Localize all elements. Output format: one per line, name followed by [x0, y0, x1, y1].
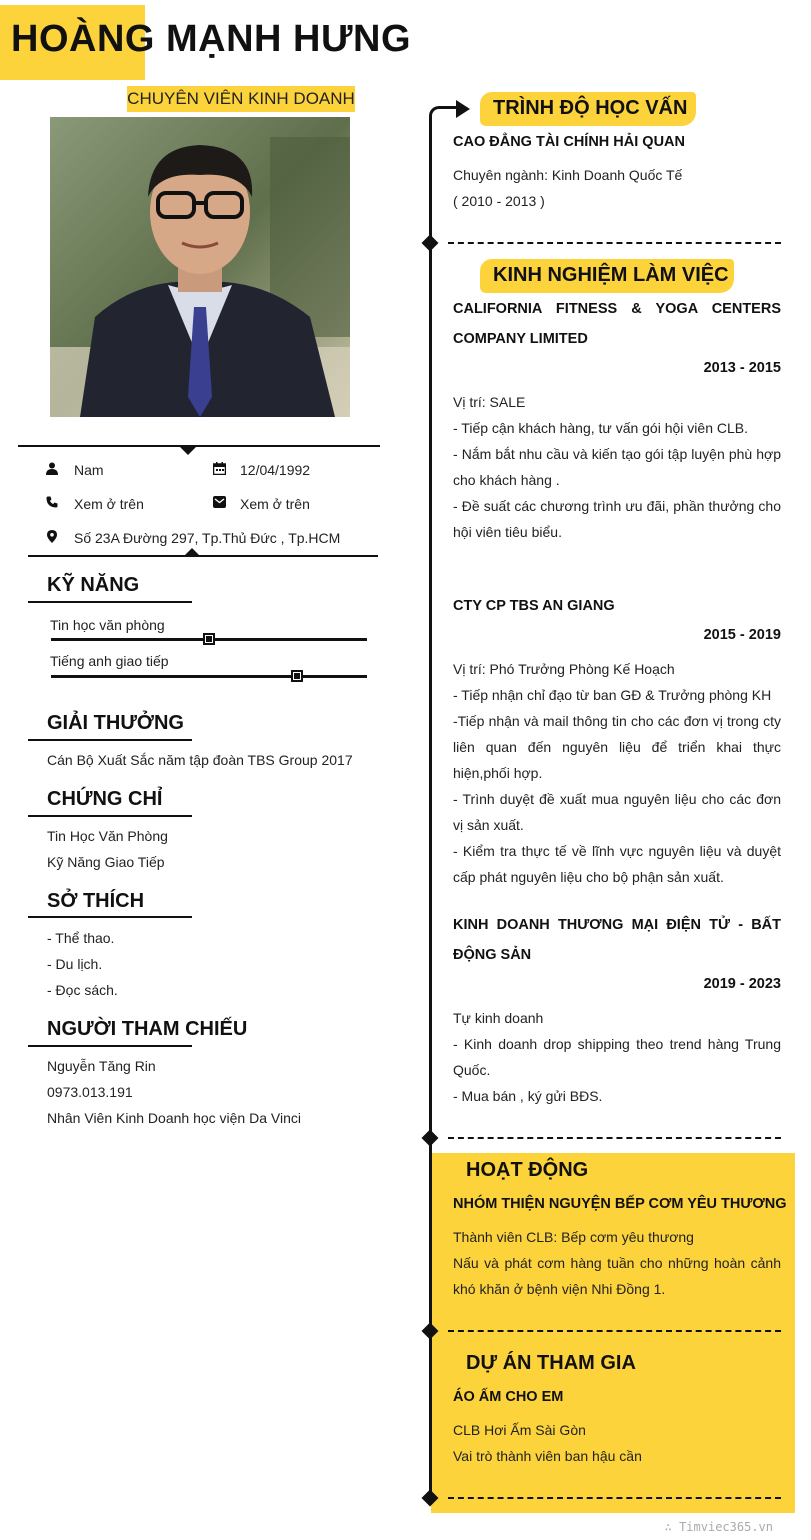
location-icon — [45, 529, 59, 543]
reference-name: Nguyễn Tăng Rin — [47, 1058, 156, 1074]
job-company: KINH DOANH THƯƠNG MẠI ĐIỆN TỬ - BẤT ĐỘNG SẢN — [453, 917, 781, 963]
address-value: Số 23A Đường 297, Tp.Thủ Đức , Tp.HCM — [74, 530, 341, 546]
education-heading: TRÌNH ĐỘ HỌC VẤN — [493, 97, 688, 119]
phone-value: Xem ở trên — [74, 496, 144, 512]
hobbies-heading: SỞ THÍCH — [47, 890, 145, 912]
section-divider — [448, 1330, 781, 1332]
job-line: Tự kinh doanh — [453, 1010, 544, 1026]
section-divider — [448, 1137, 781, 1139]
project-line: Vai trò thành viên ban hậu cần — [453, 1448, 642, 1464]
skill-label: Tiếng anh giao tiếp — [50, 653, 169, 669]
job-period: 2015 - 2019 — [703, 627, 781, 643]
skills-heading-rule — [28, 601, 192, 603]
experience-heading: KINH NGHIỆM LÀM VIỆC — [493, 264, 729, 286]
skill-level-marker — [203, 633, 215, 645]
skill-label: Tin học văn phòng — [50, 617, 165, 633]
section-divider — [448, 1497, 781, 1499]
job-line: Vị trí: SALE — [453, 394, 526, 410]
certificate-item: Kỹ Năng Giao Tiếp — [47, 854, 165, 870]
certificate-item: Tin Học Văn Phòng — [47, 828, 168, 844]
job-line: - Kinh doanh drop shipping theo trend hàng Trung Quốc. — [453, 1036, 781, 1078]
job-line: -Tiếp nhận và mail thông tin cho các đơn vị trong cty liên quan đến nguyên liệu để triển khai thực hiện,phối hợp. — [453, 713, 781, 781]
activity-line: Thành viên CLB: Bếp cơm yêu thương — [453, 1229, 694, 1245]
email-value: Xem ở trên — [240, 496, 310, 512]
projects-heading: DỰ ÁN THAM GIA — [466, 1352, 636, 1374]
certificates-heading-rule — [28, 815, 192, 817]
activities-heading: HOẠT ĐỘNG — [466, 1159, 589, 1181]
calendar-icon — [212, 461, 226, 475]
info-top-rule — [18, 445, 380, 447]
project-line: CLB Hơi Ấm Sài Gòn — [453, 1422, 586, 1438]
job-company: CTY CP TBS AN GIANG — [453, 598, 615, 614]
job-line: - Tiếp cận khách hàng, tư vấn gói hội viên CLB. — [453, 420, 748, 436]
hobby-item: - Đọc sách. — [47, 982, 118, 998]
job-line: - Trình duyệt đề xuất mua nguyên liệu cho các đơn vị sản xuất. — [453, 791, 781, 833]
user-icon — [45, 461, 59, 475]
timeline-diamond — [422, 1130, 439, 1147]
job-company: CALIFORNIA FITNESS & YOGA CENTERS COMPANY LIMITED — [453, 301, 781, 347]
references-heading: NGƯỜI THAM CHIẾU — [47, 1018, 248, 1040]
timeline-curve — [429, 106, 457, 122]
birthday-value: 12/04/1992 — [240, 462, 311, 478]
phone-icon — [45, 495, 59, 509]
job-line: Vị trí: Phó Trưởng Phòng Kế Hoạch — [453, 661, 675, 677]
info-bottom-rule — [28, 555, 378, 557]
gender-value: Nam — [74, 462, 104, 478]
job-line: - Kiểm tra thực tế về lĩnh vực nguyên liệu và duyệt cấp phát nguyên liệu cho bộ phận sản xuất. — [453, 843, 781, 885]
job-title: CHUYÊN VIÊN KINH DOANH — [127, 86, 355, 112]
info-top-marker — [180, 447, 196, 455]
hobby-item: - Thể thao. — [47, 930, 115, 946]
job-period: 2013 - 2015 — [703, 360, 781, 376]
skills-heading: KỸ NĂNG — [47, 574, 140, 596]
job-period: 2019 - 2023 — [703, 976, 781, 992]
activity-org: NHÓM THIỆN NGUYỆN BẾP CƠM YÊU THƯƠNG — [453, 1196, 787, 1212]
education-major: Chuyên ngành: Kinh Doanh Quốc Tế — [453, 167, 683, 183]
timeline-line — [429, 120, 432, 1503]
timeline-diamond — [422, 235, 439, 252]
profile-photo — [50, 117, 350, 417]
reference-phone: 0973.013.191 — [47, 1084, 133, 1100]
references-heading-rule — [28, 1045, 192, 1047]
watermark: ∴ Timviec365.vn — [664, 1520, 773, 1534]
reference-position: Nhân Viên Kinh Doanh học viện Da Vinci — [47, 1110, 301, 1126]
hobby-item: - Du lịch. — [47, 956, 103, 972]
activity-line: Nấu và phát cơm hàng tuần cho những hoàn cảnh khó khăn ở bệnh viện Nhi Đồng 1. — [453, 1255, 781, 1297]
section-divider — [448, 242, 781, 244]
email-icon — [212, 495, 226, 509]
job-line: - Đề suất các chương trình ưu đãi, phần thưởng cho hội viên tiêu biểu. — [453, 498, 781, 540]
award-item: Cán Bộ Xuất Sắc năm tập đoàn TBS Group 2017 — [47, 752, 353, 768]
project-name: ÁO ẤM CHO EM — [453, 1389, 564, 1405]
awards-heading-rule — [28, 739, 192, 741]
education-school: CAO ĐẲNG TÀI CHÍNH HẢI QUAN — [453, 134, 685, 150]
timeline-arrow-icon — [456, 100, 470, 118]
skill-level-marker — [291, 670, 303, 682]
job-line: - Tiếp nhận chỉ đạo từ ban GĐ & Trưởng phòng KH — [453, 687, 772, 703]
job-line: - Mua bán , ký gửi BĐS. — [453, 1088, 603, 1104]
education-period: ( 2010 - 2013 ) — [453, 193, 545, 209]
full-name: HOÀNG MẠNH HƯNG — [11, 18, 412, 60]
hobbies-heading-rule — [28, 916, 192, 918]
job-line: - Nắm bắt nhu cầu và kiến tạo gói tập luyện phù hợp cho khách hàng . — [453, 446, 781, 488]
awards-heading: GIẢI THƯỞNG — [47, 712, 184, 734]
certificates-heading: CHỨNG CHỈ — [47, 788, 163, 810]
skill-bar — [51, 675, 367, 678]
